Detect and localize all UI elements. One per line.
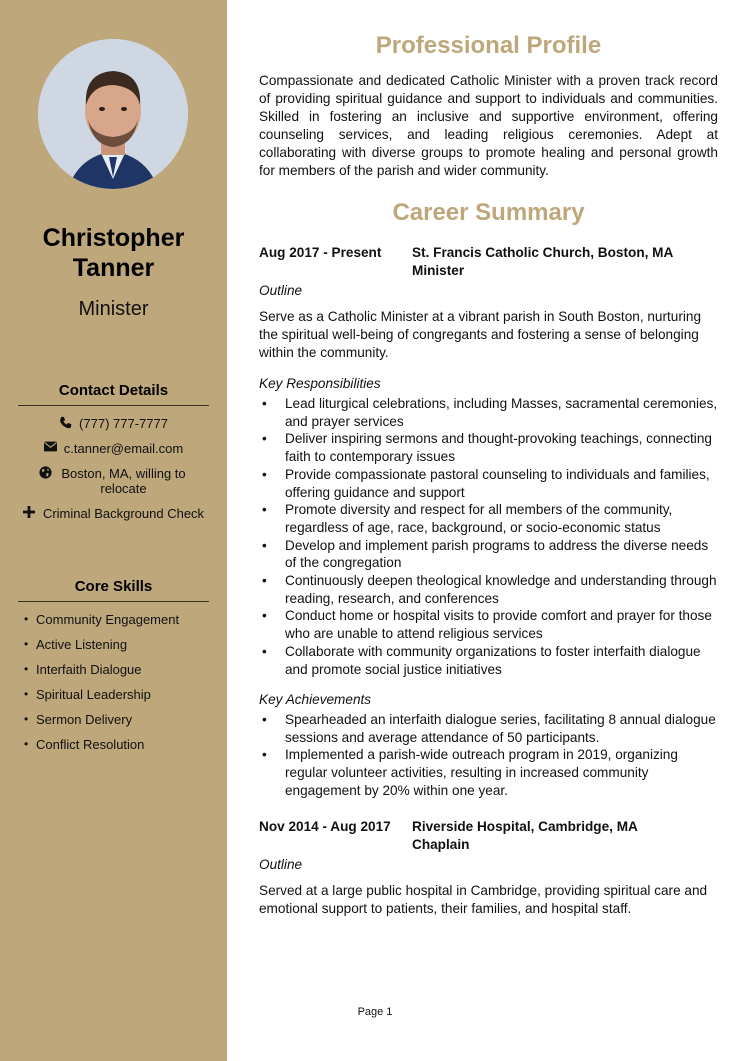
contact-background-check [18, 506, 209, 521]
job-1-responsibilities-label: Key Responsibilities [259, 376, 381, 391]
list-item: • Spearheaded an interfaith dialogue series, facilitating 8 annual dialogue sessions and average attendance of 50 participants. [259, 711, 718, 746]
job-1-responsibilities [259, 395, 718, 678]
envelope-icon [44, 441, 58, 452]
profile-photo [38, 39, 188, 189]
contact-phone-text: (777) 777-7777 [79, 416, 168, 431]
job-1-outline: Serve as a Catholic Minister at a vibrant parish in South Boston, nurturing the spiritual well-being of congregants and fostering a sense of belonging within the community. [259, 309, 702, 360]
job-1-achievements [259, 711, 718, 800]
skill-item: • Sermon Delivery [22, 711, 212, 736]
list-item: • Implemented a parish-wide outreach program in 2019, organizing regular volunteer activities, resulting in increased community engagement by 20% within one year. [259, 746, 718, 799]
list-item: • Develop and implement parish programs to address the diverse needs of the congregation [259, 537, 718, 572]
job-2-outline-label: Outline [259, 857, 303, 872]
skill-item: • Active Listening [22, 636, 212, 661]
list-item: • Deliver inspiring sermons and thought-provoking teachings, connecting faith to contemporary issues [259, 430, 718, 465]
list-item: • Provide compassionate pastoral counseling to individuals and families, offering guidance and support [259, 466, 718, 501]
skill-item: • Community Engagement [22, 611, 212, 636]
globe-icon [39, 466, 53, 479]
profile-summary: Compassionate and dedicated Catholic Minister with a proven track record of providing spiritual guidance and support to individuals and communities. Skilled in fostering an inclusive and supportive environment, offering counseling services, and leading religious ceremonies. Adept at collaborating with diverse groups to promote healing and personal growth for members of the parish and wider community. [259, 73, 718, 178]
contact-list [18, 416, 209, 531]
job-1-organization: St. Francis Catholic Church, Boston, MA [412, 245, 674, 260]
list-item: • Continuously deepen theological knowledge and understanding through reading, research, and conferences [259, 572, 718, 607]
job-2-dates: Nov 2014 - Aug 2017 [259, 819, 391, 834]
candidate-title: Minister [78, 298, 149, 320]
contact-phone [18, 416, 209, 431]
skills-list [22, 611, 212, 761]
career-summary-heading: Career Summary [392, 199, 585, 226]
sidebar [0, 0, 227, 1061]
contact-email-text: c.tanner@email.com [63, 441, 184, 456]
job-2-role: Chaplain [412, 837, 470, 852]
page-number: Page 1 [357, 1006, 393, 1018]
candidate-name: Christopher Tanner [42, 224, 185, 282]
plus-icon [23, 506, 37, 518]
job-1-outline-label: Outline [259, 283, 303, 298]
contact-location [18, 466, 209, 496]
job-1-dates: Aug 2017 - Present [259, 245, 382, 260]
core-skills-heading: Core Skills [18, 578, 209, 602]
skill-item: • Spiritual Leadership [22, 686, 212, 711]
list-item: • Collaborate with community organizations to foster interfaith dialogue and promote social justice initiatives [259, 643, 718, 678]
job-1-achievements-label: Key Achievements [259, 692, 372, 707]
contact-location-text: Boston, MA, willing to relocate [61, 466, 186, 496]
list-item: • Promote diversity and respect for all members of the community, regardless of age, race, background, or socio-economic status [259, 501, 718, 536]
contact-details-heading: Contact Details [18, 382, 209, 406]
person-portrait-icon [38, 39, 188, 189]
professional-profile-heading: Professional Profile [375, 32, 602, 59]
list-item: • Lead liturgical celebrations, including Masses, sacramental ceremonies, and prayer services [259, 395, 718, 430]
skill-item: • Conflict Resolution [22, 736, 212, 761]
job-2-outline: Served at a large public hospital in Cambridge, providing spiritual care and emotional support to patients, their families, and hospital staff. [259, 883, 708, 916]
skill-item: • Interfaith Dialogue [22, 661, 212, 686]
contact-email [18, 441, 209, 456]
list-item: • Conduct home or hospital visits to provide comfort and prayer for those who are unable to attend religious services [259, 607, 718, 642]
contact-background-check-text: Criminal Background Check [42, 506, 205, 521]
phone-icon [59, 416, 73, 429]
job-2-organization: Riverside Hospital, Cambridge, MA [412, 819, 638, 834]
job-1-role: Minister [412, 263, 465, 278]
